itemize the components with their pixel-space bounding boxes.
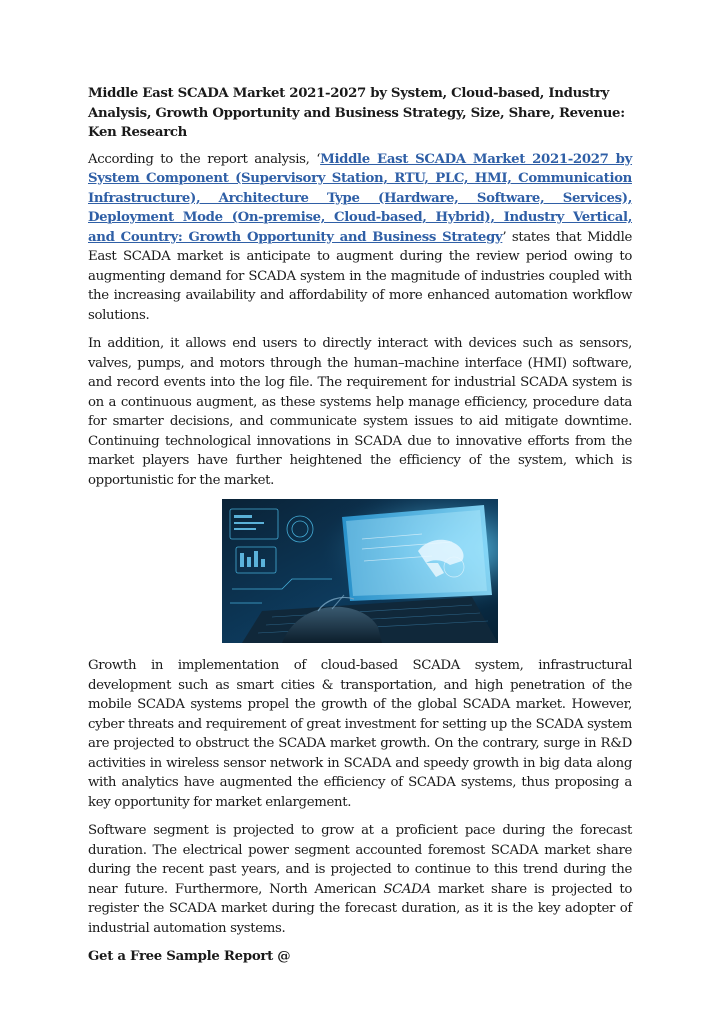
report-title-link[interactable]: Middle East SCADA Market 2021-2027 by System Component (Supervisory Station, RTU, PLC, HMI, Communication Infrastructure), Architecture Type (Hardware, Software, Services), Deployment Mode (On-premise, Cloud-based, Hybrid), Industry Vertical, and Country: Growth Opportunity and Business Strategy: [88, 151, 633, 245]
free-sample-cta: Get a Free Sample Report @: [88, 949, 291, 964]
segments-text-before: Software segment is projected to grow at a proficient pace during the forecast duration. The electrical power segment accounted foremost SCADA market share during the recent past years, and is projected to continue to this trend during the near future. Furthermore, North American: [88, 823, 632, 897]
intro-tail-text: ’ states that Middle East SCADA market is anticipate to augment during the review period owing to augmenting demand for SCADA system in the magnitude of industries coupled with the increasing availability and affordability of more enhanced automation workflow solutions.: [88, 229, 632, 323]
laptop-tech-image: [222, 499, 498, 643]
intro-lead-text: According to the report analysis, ‘: [88, 151, 321, 167]
paragraph-hmi: In addition, it allows end users to directly interact with devices such as sensors, valves, pumps, and motors through the human–machine interface (HMI) software, and record events into the log file. The requirement for industrial SCADA system is on a continuous augment, as these systems help manage efficiency, procedure data for smarter decisions, and communicate system issues to aid mitigate downtime. Continuing technological innovations in SCADA due to innovative efforts from the market players have further heightened the efficiency of the system, which is opportunistic for the market.: [88, 336, 632, 488]
document-page: [88, 84, 632, 967]
segments-text-after: market share is projected to register the SCADA market during the forecast duration, as it is the key adopter of industrial automation systems.: [88, 881, 632, 936]
paragraph-intro: [88, 150, 632, 326]
document-title: Middle East SCADA Market 2021-2027 by System, Cloud-based, Industry Analysis, Growth Opportunity and Business Strategy, Size, Share, Revenue: Ken Research: [88, 86, 625, 140]
laptop-tech-illustration: [222, 499, 498, 643]
paragraph-growth: Growth in implementation of cloud-based SCADA system, infrastructural development such as smart cities & transportation, and high penetration of the mobile SCADA systems propel the growth of the global SCADA market. However, cyber threats and requirement of great investment for setting up the SCADA system are projected to obstruct the SCADA market growth. On the contrary, surge in R&D activities in wireless sensor network in SCADA and speedy growth in big data along with analytics have augmented the efficiency of SCADA systems, thus proposing a key opportunity for market enlargement.: [88, 658, 632, 810]
paragraph-segments: [88, 821, 632, 938]
segments-italic-scada: SCADA: [383, 881, 431, 897]
